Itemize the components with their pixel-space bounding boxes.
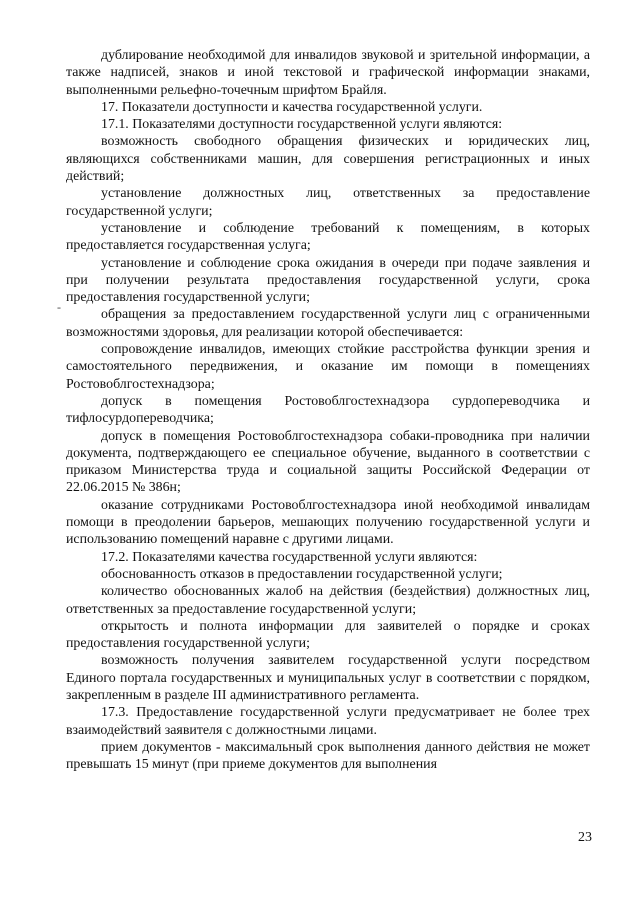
paragraph: допуск в помещения Ростовоблгостехнадзора собаки-проводника при наличии документа, подтверждающего ее специальное обучение, выданного в соответствии с приказом Министерства труда и социальной защиты Российской Федерации от 22.06.2015 № 386н;	[66, 428, 590, 496]
paragraph: открытость и полнота информации для заявителей о порядке и сроках предоставления государственной услуги;	[66, 618, 590, 652]
paragraph: сопровождение инвалидов, имеющих стойкие расстройства функции зрения и самостоятельного передвижения, и оказание им помощи в помещениях Ростовоблгостехнадзора;	[66, 342, 590, 392]
paragraph: оказание сотрудниками Ростовоблгостехнадзора иной необходимой инвалидам помощи в преодолении барьеров, мешающих получению государственной услуги и использованию помещений наравне с другими лицами.	[66, 497, 590, 548]
paragraph: установление должностных лиц, ответственных за предоставление государственной услуги;	[66, 186, 590, 219]
scan-artifact: -	[57, 300, 61, 314]
paragraph: допуск в помещения Ростовоблгостехнадзора сурдопереводчика и тифлосурдопереводчика;	[66, 393, 590, 427]
body-text	[66, 47, 590, 773]
paragraph: дублирование необходимой для инвалидов звуковой и зрительной информации, а также надписей, знаков и иной текстовой и графической информации знаками, выполненными рельефно-точечным шрифтом Брайля.	[66, 48, 590, 98]
section-heading: 17. Показатели доступности и качества государственной услуги.	[101, 99, 483, 115]
page-number: 23	[578, 830, 592, 845]
paragraph: обоснованность отказов в предоставлении государственной услуги;	[101, 566, 503, 582]
subsection-paragraph: 17.3. Предоставление государственной услуги предусматривает не более трех взаимодействий заявителя с должностными лицами.	[66, 705, 590, 738]
subsection-heading: 17.1. Показателями доступности государственной услуги являются:	[101, 117, 503, 133]
paragraph: установление и соблюдение требований к помещениям, в которых предоставляется государственная услуга;	[66, 220, 590, 254]
paragraph: возможность свободного обращения физических и юридических лиц, являющихся собственниками машин, для совершения регистрационных и иных действий;	[66, 134, 590, 185]
paragraph: установление и соблюдение срока ожидания в очереди при подаче заявления и при получении результата предоставления государственной услуги, срока предоставления государственной услуги;	[66, 255, 590, 306]
subsection-heading: 17.2. Показателями качества государственной услуги являются:	[101, 549, 478, 565]
paragraph: прием документов - максимальный срок выполнения данного действия не может превышать 15 минут (при приеме документов для выполнения	[66, 739, 590, 773]
paragraph: возможность получения заявителем государственной услуги посредством Единого портала государственных и муниципальных услуг в соответствии с порядком, закрепленным в разделе III административного регламента.	[66, 653, 590, 703]
paragraph: обращения за предоставлением государственной услуги лиц с ограниченными возможностями здоровья, для реализации которой обеспечивается:	[66, 307, 590, 340]
paragraph: количество обоснованных жалоб на действия (бездействия) должностных лиц, ответственных за предоставление государственной услуги;	[66, 584, 590, 617]
